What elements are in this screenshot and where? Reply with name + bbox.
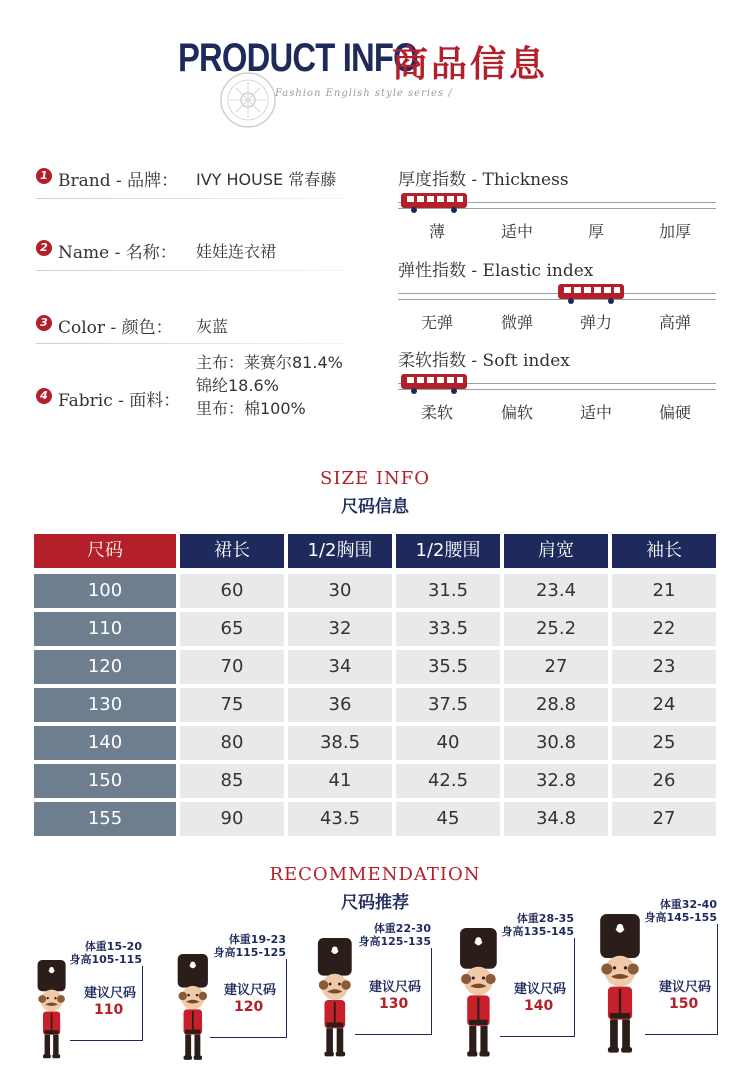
info-label: Fabric - 面料： — [58, 391, 181, 411]
page-title-en: PRODUCT INFO — [178, 36, 418, 80]
guard-figure-icon — [316, 938, 354, 1060]
info-number: 4 — [36, 388, 52, 404]
info-number: 3 — [36, 315, 52, 331]
table-row-size: 120 — [34, 650, 176, 684]
table-cell: 35.5 — [396, 650, 500, 684]
recommendation-title-en: RECOMMENDATION — [269, 864, 481, 885]
info-name — [36, 238, 356, 278]
guard-figure-icon — [36, 960, 67, 1061]
index-label: 适中 — [579, 403, 612, 422]
index-label: 高弹 — [658, 313, 691, 332]
info-color — [36, 313, 356, 353]
recommendation-size: 140 — [524, 998, 554, 1014]
table-cell: 25 — [612, 726, 716, 760]
table-row-size: 140 — [34, 726, 176, 760]
table-cell: 41 — [288, 764, 392, 798]
recommendation-weight: 体重15-20 — [84, 940, 142, 953]
index-label: 柔软 — [420, 403, 453, 422]
table-header-cell: 肩宽 — [504, 534, 608, 568]
bus-marker-icon — [400, 373, 470, 395]
info-number: 1 — [36, 168, 52, 184]
fabric-value — [196, 351, 343, 420]
fabric-line: 里布：棉100% — [196, 399, 306, 418]
index-label: 偏硬 — [658, 403, 691, 422]
table-cell: 24 — [612, 688, 716, 722]
table-cell: 34.8 — [504, 802, 608, 836]
table-row-size: 155 — [34, 802, 176, 836]
table-cell: 27 — [612, 802, 716, 836]
guard-figure-icon — [176, 954, 210, 1063]
recommendation-suggest-label: 建议尺码 — [514, 982, 567, 997]
page-title-cn: 商品信息 — [392, 44, 549, 85]
recommendation-suggest-label: 建议尺码 — [224, 983, 277, 998]
table-cell: 65 — [180, 612, 284, 646]
recommendation-size: 110 — [94, 1002, 124, 1018]
index-label: 薄 — [428, 222, 445, 241]
table-cell: 31.5 — [396, 574, 500, 608]
table-row-size: 110 — [34, 612, 176, 646]
table-cell: 42.5 — [396, 764, 500, 798]
recommendation-suggest-label: 建议尺码 — [84, 986, 137, 1001]
table-cell: 34 — [288, 650, 392, 684]
table-cell: 37.5 — [396, 688, 500, 722]
index-label: 偏软 — [500, 403, 533, 422]
table-cell: 28.8 — [504, 688, 608, 722]
index-title: 厚度指数 - Thickness — [398, 170, 569, 190]
index-label: 加厚 — [658, 222, 691, 241]
table-cell: 32 — [288, 612, 392, 646]
table-cell: 60 — [180, 574, 284, 608]
fabric-line: 主布：莱赛尔81.4% — [196, 353, 343, 372]
bus-marker-icon — [557, 283, 627, 305]
fabric-line: 锦纶18.6% — [196, 376, 279, 395]
recommendation-weight: 体重19-23 — [228, 933, 286, 946]
recommendation-size: 130 — [379, 996, 409, 1012]
stamp-icon — [218, 70, 278, 130]
recommendation-suggest-label: 建议尺码 — [659, 980, 712, 995]
recommendation-height: 身高125-135 — [358, 935, 431, 948]
table-row-size: 130 — [34, 688, 176, 722]
info-label: Color - 颜色： — [58, 318, 173, 338]
info-label: Name - 名称： — [58, 243, 177, 263]
size-info-title-en: SIZE INFO — [320, 468, 430, 489]
table-cell: 75 — [180, 688, 284, 722]
table-header-cell: 1/2胸围 — [288, 534, 392, 568]
recommendation-height: 身高115-125 — [213, 946, 286, 959]
index-title: 柔软指数 - Soft index — [398, 351, 570, 371]
table-cell: 70 — [180, 650, 284, 684]
recommendation-weight: 体重32-40 — [659, 898, 717, 911]
index-label: 无弹 — [420, 313, 453, 332]
table-row-size: 100 — [34, 574, 176, 608]
guard-figure-icon — [598, 914, 642, 1057]
info-number: 2 — [36, 240, 52, 256]
table-cell: 45 — [396, 802, 500, 836]
table-cell: 22 — [612, 612, 716, 646]
table-header-cell: 袖长 — [612, 534, 716, 568]
table-cell: 25.2 — [504, 612, 608, 646]
index-label: 微弹 — [500, 313, 533, 332]
recommendation-title-cn: 尺码推荐 — [341, 893, 409, 913]
table-header-cell: 尺码 — [34, 534, 176, 568]
table-cell: 33.5 — [396, 612, 500, 646]
recommendation-suggest-label: 建议尺码 — [369, 980, 422, 995]
index-title: 弹性指数 - Elastic index — [398, 261, 594, 281]
divider — [36, 343, 346, 344]
guard-figure-icon — [458, 928, 499, 1061]
table-cell: 36 — [288, 688, 392, 722]
recommendation-size: 120 — [234, 999, 264, 1015]
info-value: 娃娃连衣裙 — [196, 242, 277, 261]
recommendation-height: 身高145-155 — [644, 911, 717, 924]
recommendation-height: 身高135-145 — [501, 925, 574, 938]
info-label: Brand - 品牌： — [58, 171, 179, 191]
table-cell: 30 — [288, 574, 392, 608]
info-value: 灰蓝 — [196, 317, 229, 336]
divider — [36, 198, 346, 199]
table-cell: 38.5 — [288, 726, 392, 760]
index-label: 厚 — [587, 222, 604, 241]
size-info-title-cn: 尺码信息 — [341, 497, 409, 517]
table-cell: 43.5 — [288, 802, 392, 836]
table-header-cell: 裙长 — [180, 534, 284, 568]
table-cell: 85 — [180, 764, 284, 798]
recommendation-weight: 体重22-30 — [373, 922, 431, 935]
table-header-cell: 1/2腰围 — [396, 534, 500, 568]
table-cell: 23.4 — [504, 574, 608, 608]
table-cell: 30.8 — [504, 726, 608, 760]
table-row-size: 150 — [34, 764, 176, 798]
recommendation-weight: 体重28-35 — [516, 912, 574, 925]
recommendation-info — [341, 922, 431, 948]
index-label: 适中 — [500, 222, 533, 241]
table-cell: 27 — [504, 650, 608, 684]
table-cell: 40 — [396, 726, 500, 760]
table-cell: 90 — [180, 802, 284, 836]
table-cell: 80 — [180, 726, 284, 760]
recommendation-size: 150 — [669, 996, 699, 1012]
table-cell: 26 — [612, 764, 716, 798]
info-value: IVY HOUSE 常春藤 — [196, 170, 337, 189]
table-cell: 32.8 — [504, 764, 608, 798]
info-brand — [36, 166, 356, 206]
table-cell: 23 — [612, 650, 716, 684]
divider — [36, 270, 346, 271]
table-cell: 21 — [612, 574, 716, 608]
recommendation-height: 身高105-115 — [69, 953, 142, 966]
index-label: 弹力 — [579, 313, 612, 332]
header-subtitle: Fashion English style series / — [275, 88, 453, 99]
bus-marker-icon — [400, 192, 470, 214]
